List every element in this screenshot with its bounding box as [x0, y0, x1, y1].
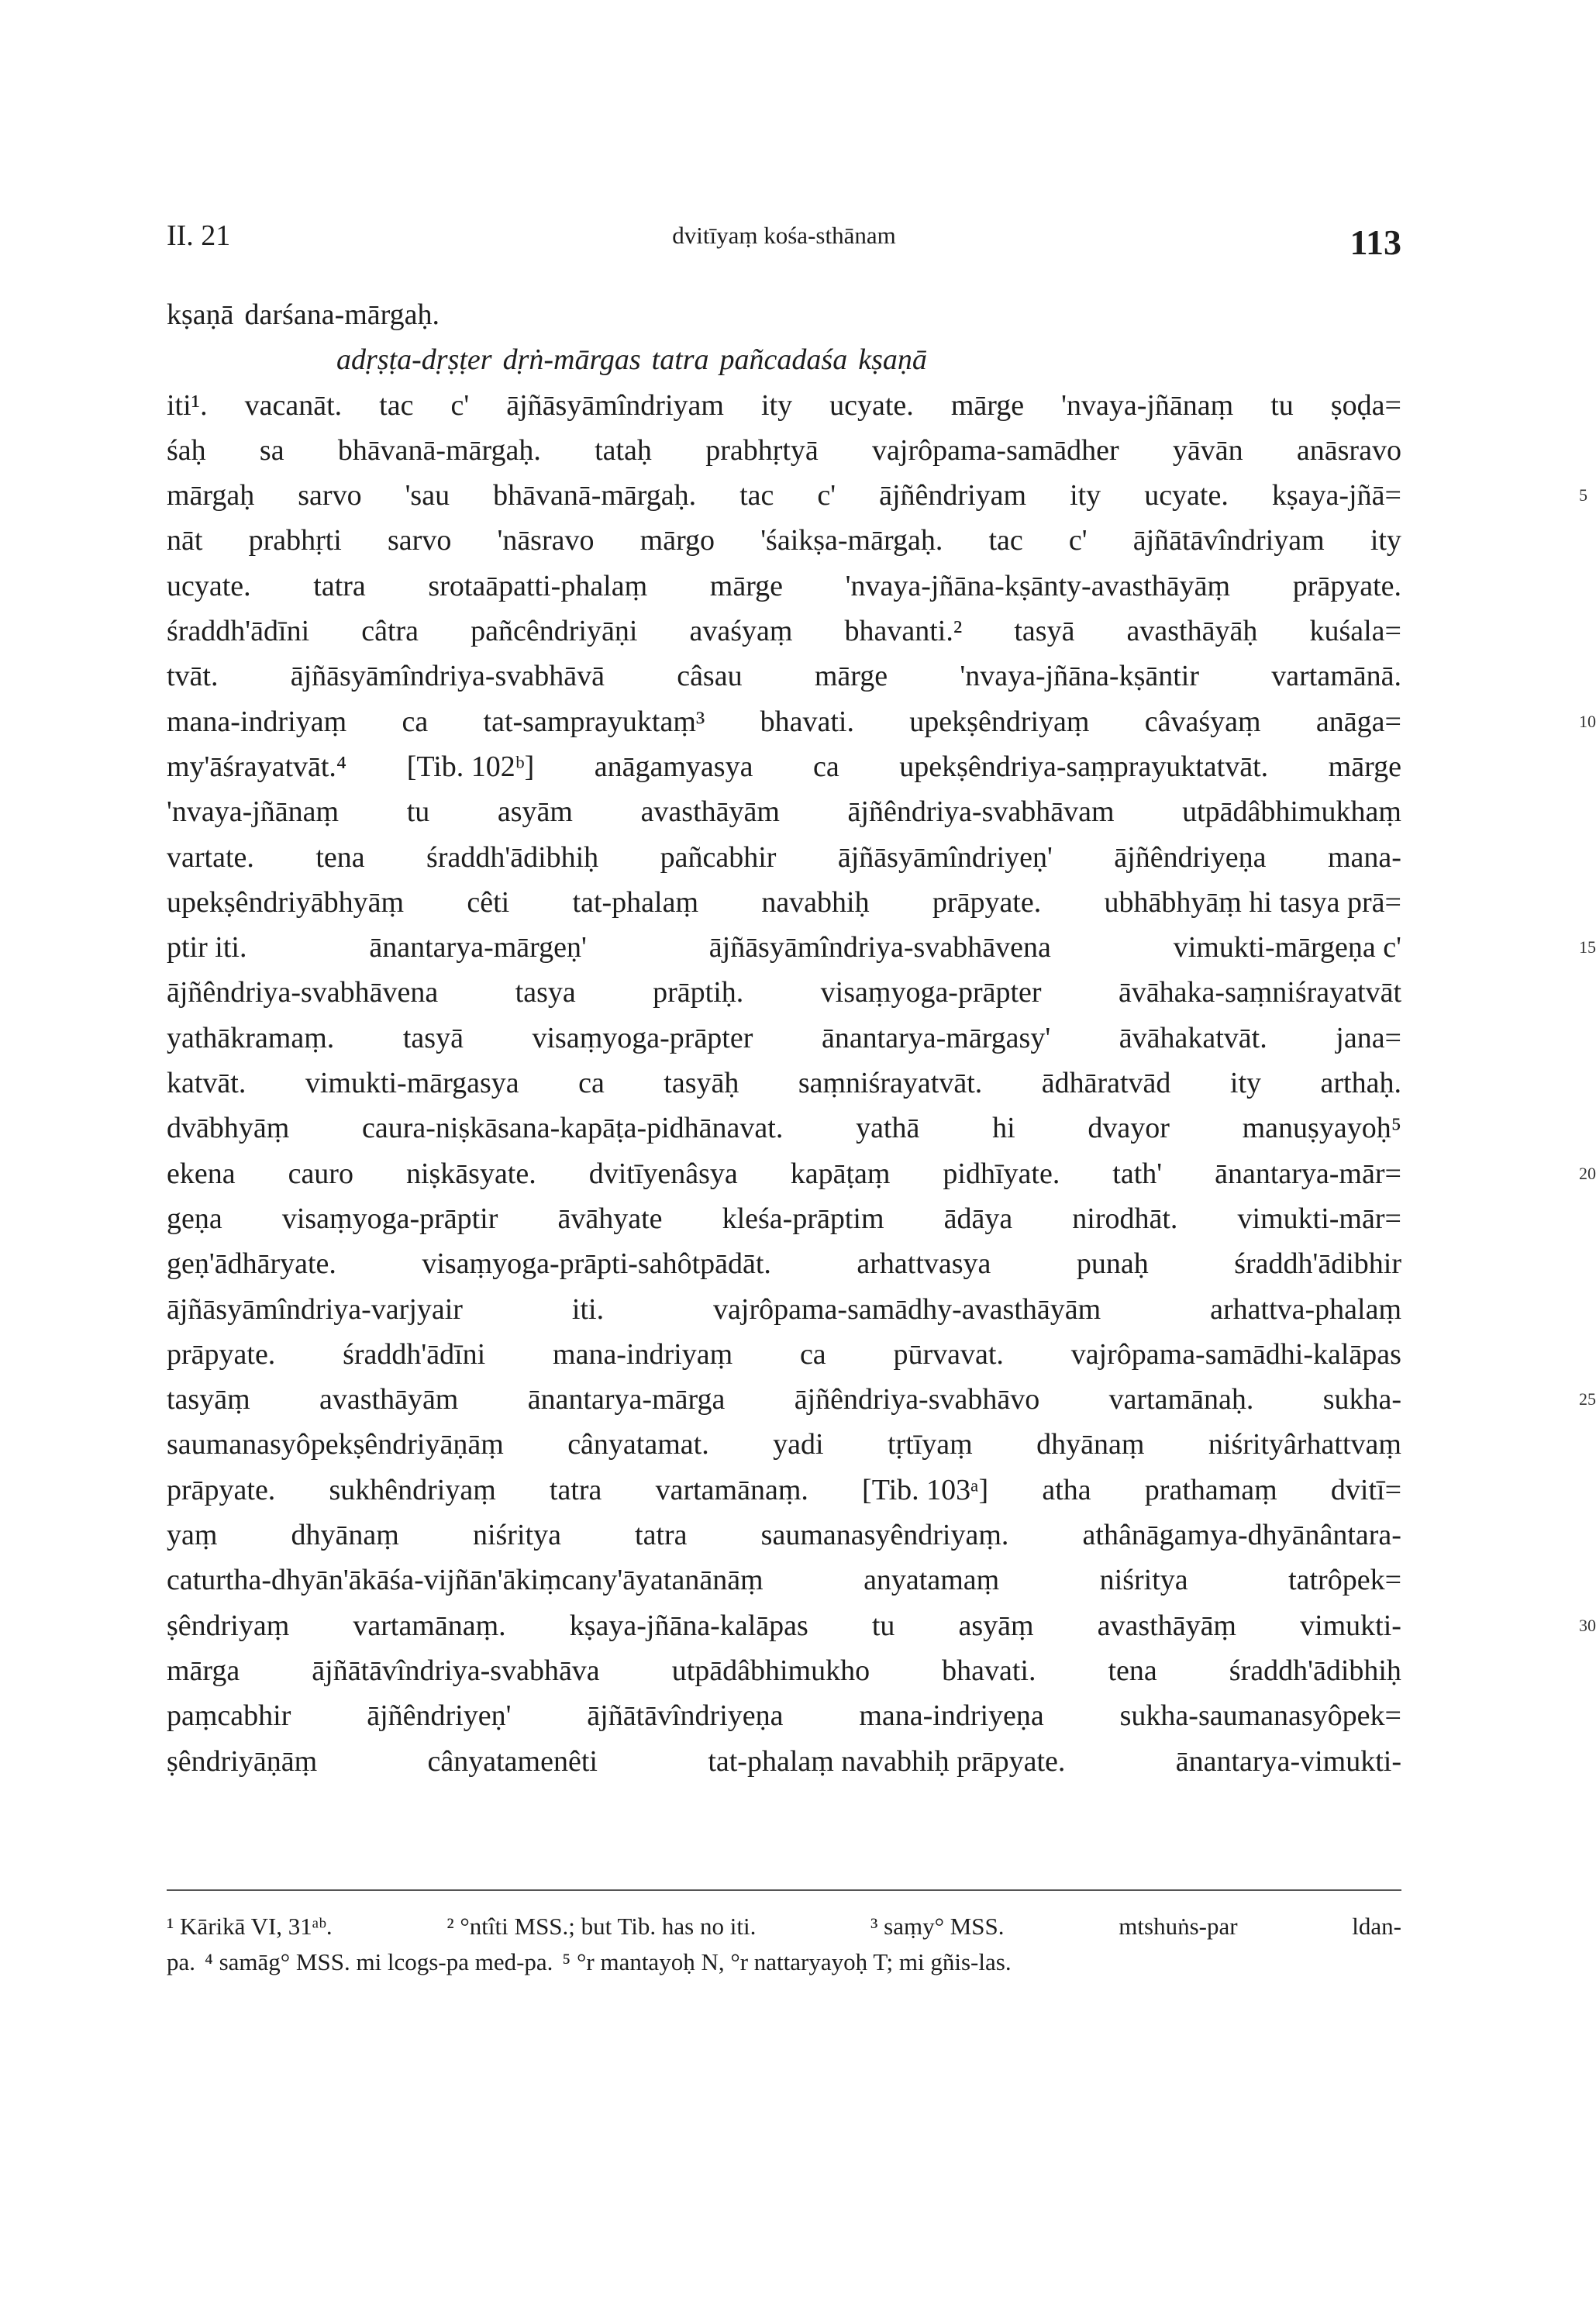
word: vimukti- — [1300, 1609, 1401, 1642]
word: ānantarya-vimukti- — [1175, 1744, 1401, 1778]
word: tena — [315, 840, 365, 874]
text-line — [167, 880, 1401, 925]
text-line — [167, 473, 1587, 518]
word: upekṣêndriyābhyāṃ — [167, 885, 405, 919]
word: 'nvaya-jñānaṃ — [1061, 388, 1234, 422]
text-line — [167, 1558, 1401, 1603]
text-line — [167, 1332, 1401, 1377]
word: ājñêndriyeṇa — [1114, 840, 1267, 874]
word: tasyā — [1014, 615, 1075, 648]
word: śraddh'ādīni — [343, 1337, 486, 1371]
word: dvayor — [1088, 1112, 1170, 1145]
word: pañcêndriyāṇi — [471, 615, 638, 648]
line-number: 5 — [1579, 485, 1587, 505]
word: saumanasyôpekṣêndriyāṇāṃ — [167, 1428, 504, 1461]
word: câtra — [361, 615, 419, 648]
word: āvāhaka-saṃniśrayatvāt — [1118, 976, 1401, 1009]
word: my'āśrayatvāt.⁴ — [167, 750, 347, 783]
word: pañcadaśa — [719, 343, 848, 377]
word: kleśa-prāptim — [722, 1202, 884, 1235]
word: bhāvanā-mārgaḥ. — [337, 433, 541, 467]
word: tac — [988, 524, 1023, 557]
word: 'nāsravo — [497, 524, 595, 557]
word: avaśyaṃ — [689, 615, 793, 648]
word: śraddh'ādibhiḥ — [1229, 1654, 1401, 1687]
word: ādāya — [943, 1202, 1013, 1235]
word: cânyatamenêti — [427, 1744, 598, 1778]
word: ity — [1070, 479, 1101, 512]
word: mtshuṅs-par — [1119, 1913, 1238, 1940]
word: yaṃ — [167, 1519, 218, 1552]
footnote-line — [167, 1944, 1401, 1980]
word: ¹ Kārikā VI, 31ᵃᵇ. — [167, 1913, 333, 1940]
word: ājñāsyāmîndriya-svabhāvena — [708, 931, 1051, 964]
word: ekena — [167, 1157, 236, 1190]
word: dvitīyenâsya — [588, 1157, 738, 1190]
word: ānantarya-mārgasy' — [821, 1021, 1051, 1054]
word: visaṃyoga-prāptir — [281, 1202, 498, 1235]
word: ādhāratvād — [1041, 1067, 1171, 1100]
word: tena — [1108, 1654, 1157, 1687]
word: vartamānaṃ. — [353, 1609, 506, 1642]
word: ity — [760, 388, 793, 422]
main-text — [167, 292, 1596, 1784]
word: ucyate. — [1144, 479, 1229, 512]
word: sukhêndriyaṃ — [329, 1473, 496, 1506]
word: tvāt. — [167, 660, 219, 693]
word: ucyate. — [829, 388, 914, 422]
word: vimukti-mārgasya — [305, 1067, 519, 1100]
word: saṃniśrayatvāt. — [798, 1067, 983, 1100]
word: mārge — [709, 569, 784, 602]
word: geṇa — [167, 1202, 222, 1235]
word: kṣaṇā — [858, 343, 927, 377]
text-line — [167, 744, 1401, 789]
text-line — [167, 1106, 1401, 1151]
word: tac — [739, 479, 774, 512]
word: manuṣyayoḥ⁵ — [1242, 1112, 1401, 1145]
word: tasya — [515, 976, 576, 1009]
text-line — [167, 609, 1401, 654]
word: śraddh'ādīni — [167, 615, 310, 648]
word: tatrôpek= — [1288, 1564, 1401, 1597]
word: iti¹. — [167, 388, 208, 422]
word: vartamānaṃ. — [655, 1473, 808, 1506]
word: niśritya — [472, 1519, 561, 1552]
line-number: 30 — [1579, 1615, 1596, 1635]
word: saumanasyêndriyaṃ. — [760, 1519, 1009, 1552]
word: prāptiḥ. — [653, 976, 744, 1009]
word: tasyā — [402, 1021, 464, 1054]
word: hi — [992, 1112, 1015, 1145]
text-line — [167, 518, 1401, 563]
word: prāpyate. — [167, 1473, 276, 1506]
word: dṛṅ-mārgas — [502, 343, 641, 377]
word: vimukti-mār= — [1237, 1202, 1401, 1235]
text-line — [167, 835, 1401, 880]
running-title: dvitīyaṃ kośa-sthānam — [672, 222, 896, 249]
word: ājñātāvîndriya-svabhāva — [312, 1654, 600, 1687]
word: tu — [871, 1609, 895, 1642]
word: asyām — [497, 795, 573, 829]
text-line — [167, 337, 1401, 382]
word: sa — [259, 433, 284, 467]
text-line — [167, 1648, 1401, 1693]
word: [Tib. 103ᵃ] — [862, 1473, 989, 1506]
word: avasthāyāḥ — [1126, 615, 1258, 648]
word: cânyatamat. — [567, 1428, 709, 1461]
word: mārge — [814, 660, 888, 693]
word: ājñāsyāmîndriya-varjyair — [167, 1292, 463, 1326]
word: ājñātāvîndriyeṇa — [587, 1699, 784, 1733]
word: vajrôpama-samādhy-avasthāyām — [713, 1292, 1101, 1326]
word: utpādâbhimukhaṃ — [1182, 795, 1401, 829]
text-line — [167, 1739, 1401, 1784]
word: ca — [799, 1337, 826, 1371]
word: śraddh'ādibhiḥ — [426, 840, 599, 874]
footnote-rule — [167, 1889, 1401, 1891]
word: pañcabhir — [660, 840, 777, 874]
word: ṣêndriyaṃ — [167, 1609, 290, 1642]
word: śaḥ — [167, 433, 206, 467]
footnote-line — [167, 1909, 1401, 1944]
text-line — [167, 564, 1401, 609]
word: sarvo — [298, 479, 362, 512]
word: arthaḥ. — [1320, 1067, 1401, 1100]
text-line — [167, 1151, 1596, 1196]
page-number: 113 — [1350, 223, 1401, 262]
word: câvaśyaṃ — [1144, 705, 1261, 738]
word: ity — [1229, 1067, 1262, 1100]
word: bhavanti.² — [844, 615, 963, 648]
word: ājñêndriya-svabhāvam — [847, 795, 1115, 829]
word: upekṣêndriya-saṃprayuktatvāt. — [899, 750, 1269, 783]
word: visaṃyoga-prāpti-sahôtpādāt. — [422, 1247, 771, 1281]
word: 'nvaya-jñāna-kṣānty-avasthāyāṃ — [845, 569, 1231, 602]
word: prathamaṃ — [1144, 1473, 1277, 1506]
word: āvāhyate — [557, 1202, 663, 1235]
word: mārge — [950, 388, 1025, 422]
word: c' — [817, 479, 836, 512]
word: avasthāyām — [319, 1383, 459, 1416]
word: mārgaḥ — [167, 479, 255, 512]
word: ājñêndriya-svabhāvena — [167, 976, 439, 1009]
text-line — [167, 1422, 1401, 1467]
word: punaḥ — [1076, 1247, 1149, 1281]
word: mārga — [167, 1654, 240, 1687]
text-line — [167, 1513, 1401, 1558]
word: utpādâbhimukho — [671, 1654, 870, 1687]
word: dvābhyāṃ — [167, 1112, 290, 1145]
word: ājñāsyāmîndriyam — [506, 388, 724, 422]
text-line — [167, 1196, 1401, 1241]
word: pūrvavat. — [893, 1337, 1004, 1371]
word: ucyate. — [167, 569, 251, 602]
word: kṣaya-jñāna-kalāpas — [569, 1609, 808, 1642]
word: pidhīyate. — [943, 1157, 1060, 1190]
word: athânāgamya-dhyānântara- — [1082, 1519, 1401, 1552]
word: ³ saṃy° MSS. — [870, 1913, 1005, 1940]
word: prāpyate. — [932, 885, 1042, 919]
footnotes — [167, 1909, 1401, 1980]
word: yadi — [773, 1428, 824, 1461]
line-number: 15 — [1579, 937, 1596, 957]
word: avasthāyāṃ — [1097, 1609, 1236, 1642]
word: cauro — [288, 1157, 353, 1190]
word: mana- — [1327, 840, 1401, 874]
word: mana-indriyaṃ — [167, 705, 347, 738]
word: 'sau — [405, 479, 450, 512]
word: ājñāsyāmîndriya-svabhāvā — [290, 660, 605, 693]
word: prāpyate. — [167, 1337, 276, 1371]
word: cêti — [467, 885, 510, 919]
word: ldan- — [1352, 1913, 1401, 1940]
word: mārgo — [639, 524, 715, 557]
word: ² °ntîti MSS.; but Tib. has no iti. — [446, 1913, 757, 1940]
word: tu — [406, 795, 430, 829]
word: jana= — [1336, 1021, 1401, 1054]
word: ubhābhyāṃ hi tasya prā= — [1104, 885, 1401, 919]
word: ānantarya-mārgeṇ' — [369, 931, 587, 964]
word: yathākramaṃ. — [167, 1021, 335, 1054]
word: bhāvanā-mārgaḥ. — [493, 479, 697, 512]
word: yāvān — [1172, 433, 1243, 467]
text-line — [167, 970, 1401, 1015]
word: vartamānaḥ. — [1108, 1383, 1254, 1416]
word: sukha-saumanasyôpek= — [1119, 1699, 1401, 1733]
text-line — [167, 925, 1596, 970]
word: c' — [450, 388, 470, 422]
word: ājñātāvîndriyam — [1132, 524, 1325, 557]
word: ca — [812, 750, 839, 783]
word: nirodhāt. — [1072, 1202, 1178, 1235]
page-header — [167, 211, 1401, 265]
word: ca — [402, 705, 429, 738]
word: tatra — [549, 1473, 602, 1506]
word: caturtha-dhyān'ākāśa-vijñān'ākiṃcany'āyatanānāṃ — [167, 1564, 764, 1597]
word: kuśala= — [1309, 615, 1401, 648]
word: [Tib. 102ᵇ] — [406, 750, 535, 783]
word: mana-indriyaṃ — [553, 1337, 733, 1371]
word: ptir iti. — [167, 931, 247, 964]
word: darśana-mārgaḥ. — [244, 298, 440, 331]
word: tatra — [313, 569, 366, 602]
word: niṣkāsyate. — [405, 1157, 536, 1190]
word: upekṣêndriyaṃ — [909, 705, 1090, 738]
text-line — [167, 654, 1401, 699]
word: tat-phalaṃ navabhiḥ prāpyate. — [708, 1744, 1066, 1778]
text-line — [167, 1468, 1401, 1513]
word: ānantarya-mārga — [527, 1383, 726, 1416]
line-number: 25 — [1579, 1389, 1596, 1409]
line-number: 20 — [1579, 1163, 1596, 1183]
line-number: 10 — [1579, 711, 1596, 731]
word: katvāt. — [167, 1067, 246, 1100]
word: bhavati. — [760, 705, 854, 738]
word: visaṃyoga-prāpter — [820, 976, 1042, 1009]
text-line — [167, 1377, 1596, 1422]
word: tat-samprayuktaṃ³ — [483, 705, 705, 738]
word: srotaāpatti-phalaṃ — [428, 569, 648, 602]
word: tatra — [651, 343, 709, 377]
word: tataḥ — [595, 433, 652, 467]
word: tat-phalaṃ — [572, 885, 698, 919]
word: ānantarya-mār= — [1215, 1157, 1401, 1190]
word: nāt — [167, 524, 203, 557]
word: kṣaṇā — [167, 298, 234, 331]
word: atha — [1042, 1473, 1091, 1506]
word: śraddh'ādibhir — [1234, 1247, 1401, 1281]
word: ity — [1370, 524, 1401, 557]
word: 'nvaya-jñāna-kṣāntir — [960, 660, 1199, 693]
word: kṣaya-jñā= — [1271, 479, 1401, 512]
word: adṛṣṭa-dṛṣṭer — [336, 343, 492, 377]
text-line — [167, 1061, 1401, 1106]
word: prabhṛti — [248, 524, 342, 557]
word: ṣoḍa= — [1330, 388, 1401, 422]
text-line — [167, 1693, 1401, 1738]
word: tath' — [1112, 1157, 1163, 1190]
word: ⁴ samāg° MSS. mi lcogs-pa med-pa. — [205, 1948, 553, 1975]
word: niśrityârhattvaṃ — [1208, 1428, 1401, 1461]
word: bhavati. — [942, 1654, 1036, 1687]
word: ājñêndriyeṇ' — [367, 1699, 512, 1733]
word: ⁵ °r mantayoḥ N, °r nattaryayoḥ T; mi gñis-las. — [562, 1948, 1012, 1975]
text-line — [167, 292, 1401, 337]
word: anyatamaṃ — [863, 1564, 1000, 1597]
text-line — [167, 1287, 1401, 1332]
word: ājñêndriyam — [879, 479, 1027, 512]
word: câsau — [677, 660, 743, 693]
word: mārge — [1328, 750, 1401, 783]
text-line — [167, 383, 1401, 428]
word: ājñêndriya-svabhāvo — [794, 1383, 1040, 1416]
word: vimukti-mārgeṇa c' — [1173, 931, 1401, 964]
word: arhattvasya — [857, 1247, 991, 1281]
word: dvitī= — [1330, 1473, 1401, 1506]
word: ājñāsyāmîndriyeṇ' — [837, 840, 1053, 874]
word: tasyāṃ — [167, 1383, 250, 1416]
text-line — [167, 789, 1401, 834]
word: tu — [1270, 388, 1294, 422]
word: c' — [1068, 524, 1088, 557]
word: vartamānā. — [1271, 660, 1401, 693]
word: sukha- — [1322, 1383, 1401, 1416]
word: kapāṭaṃ — [790, 1157, 891, 1190]
word: niśritya — [1099, 1564, 1188, 1597]
word: ca — [578, 1067, 605, 1100]
word: mana-indriyeṇa — [859, 1699, 1044, 1733]
word: geṇ'ādhāryate. — [167, 1247, 336, 1281]
word: asyāṃ — [958, 1609, 1034, 1642]
word: iti. — [571, 1292, 605, 1326]
word: tṛtīyaṃ — [887, 1428, 973, 1461]
text-line — [167, 1603, 1596, 1648]
word: tasyāḥ — [664, 1067, 739, 1100]
word: visaṃyoga-prāpter — [532, 1021, 753, 1054]
word: prabhṛtyā — [705, 433, 819, 467]
word: avasthāyām — [640, 795, 780, 829]
text-line — [167, 428, 1401, 473]
word: vartate. — [167, 840, 254, 874]
word: vajrôpama-samādhi-kalāpas — [1070, 1337, 1401, 1371]
word: 'śaikṣa-mārgaḥ. — [760, 524, 943, 557]
word: vacanāt. — [244, 388, 343, 422]
word: yathā — [856, 1112, 920, 1145]
word: navabhiḥ — [761, 885, 870, 919]
section-number: II. 21 — [167, 219, 231, 252]
word: anāga= — [1315, 705, 1401, 738]
word: pa. — [167, 1948, 196, 1975]
word: anāgamyasya — [594, 750, 753, 783]
text-line — [167, 1016, 1401, 1061]
word: dhyānaṃ — [291, 1519, 399, 1552]
word: vajrôpama-samādher — [872, 433, 1119, 467]
word: paṃcabhir — [167, 1699, 291, 1733]
word: tatra — [635, 1519, 688, 1552]
word: anāsravo — [1296, 433, 1401, 467]
word: āvāhakatvāt. — [1119, 1021, 1267, 1054]
word: dhyānaṃ — [1036, 1428, 1145, 1461]
word: tac — [379, 388, 414, 422]
word: ṣêndriyāṇāṃ — [167, 1744, 318, 1778]
word: sarvo — [388, 524, 452, 557]
text-line — [167, 1241, 1401, 1286]
text-line — [167, 699, 1596, 744]
word: prāpyate. — [1292, 569, 1401, 602]
word: caura-niṣkāsana-kapāṭa-pidhānavat. — [362, 1112, 784, 1145]
word: 'nvaya-jñānaṃ — [167, 795, 340, 829]
word: arhattva-phalaṃ — [1210, 1292, 1401, 1326]
